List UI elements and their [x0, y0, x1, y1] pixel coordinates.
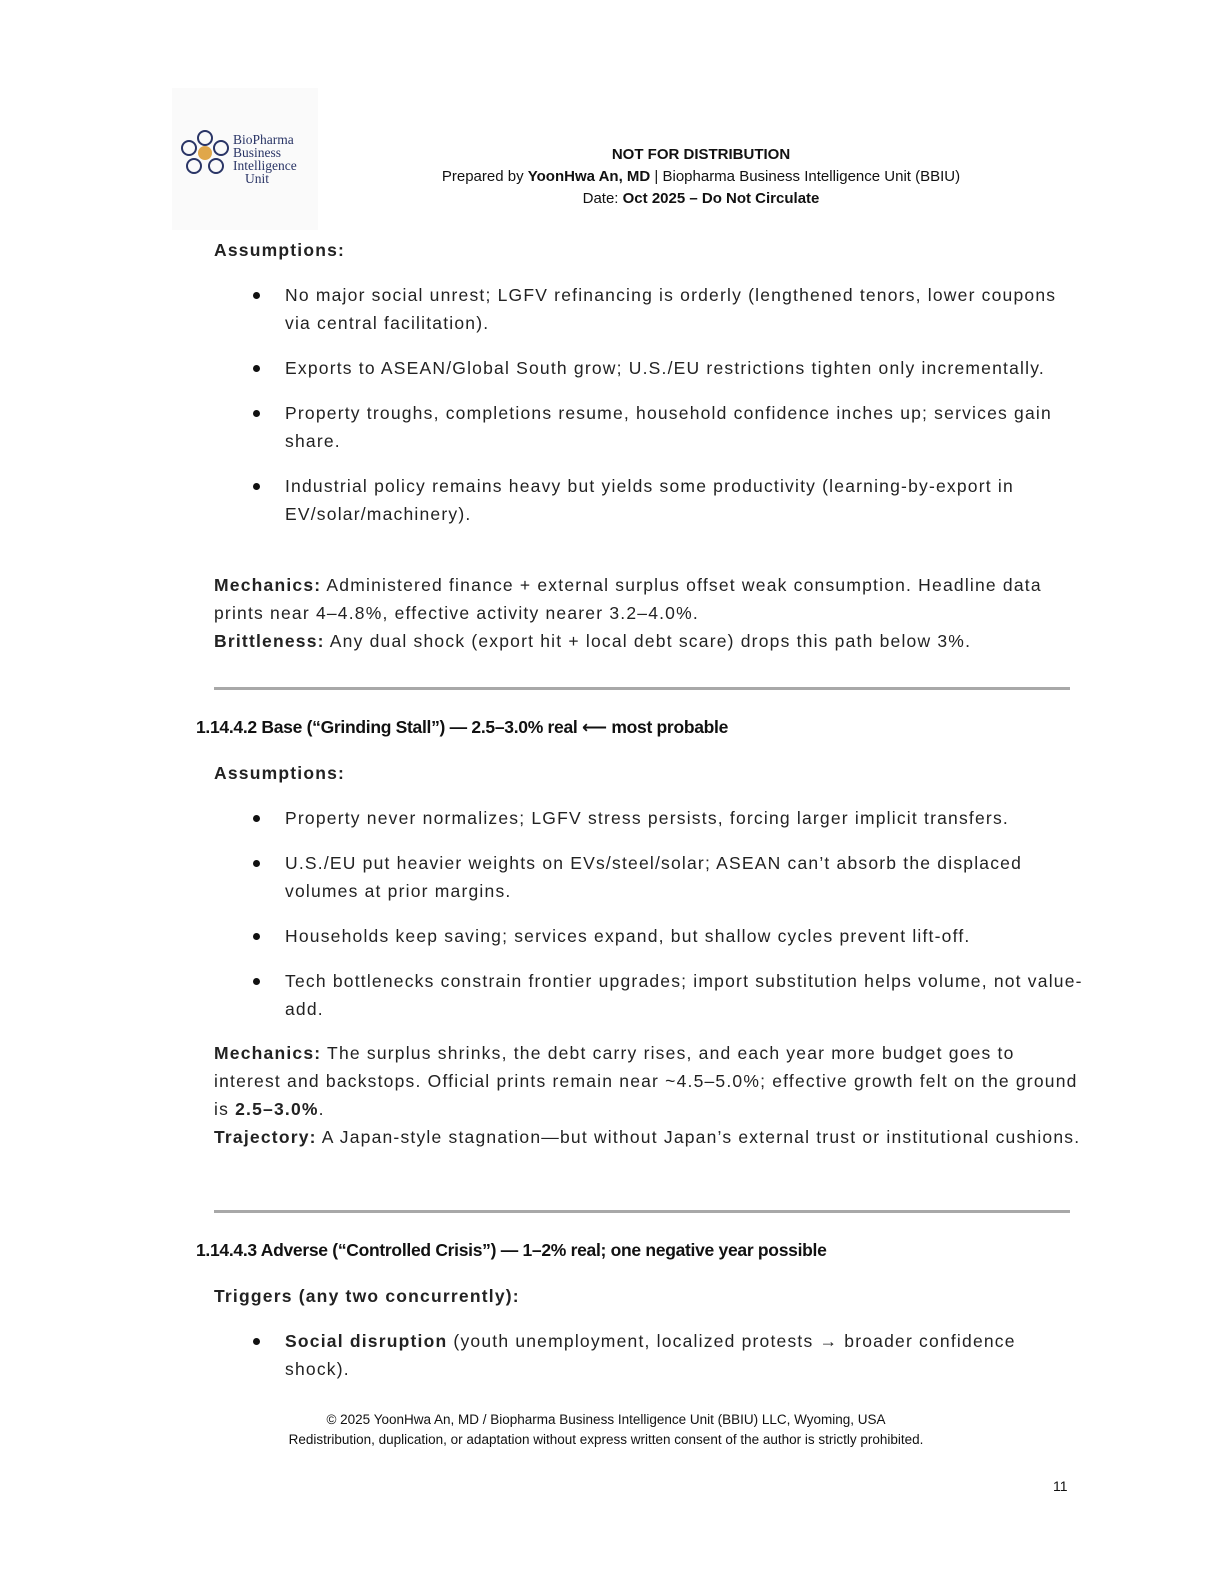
bullet-icon [253, 365, 260, 372]
list-item: Exports to ASEAN/Global South grow; U.S./EU restrictions tighten only incrementally. [248, 354, 1084, 382]
date-line: Date: Oct 2025 – Do Not Circulate [582, 190, 820, 207]
list-item: Households keep saving; services expand, but shallow cycles prevent lift-off. [248, 922, 1084, 950]
list-item: Property troughs, completions resume, household confidence inches up; services gain share. [248, 399, 1084, 455]
distribution-notice: NOT FOR DISTRIBUTION [611, 146, 791, 163]
list-item: U.S./EU put heavier weights on EVs/steel/solar; ASEAN can’t absorb the displaced volumes at prior margins. [248, 849, 1084, 905]
list-item: Social disruption (youth unemployment, localized protests → broader confidence shock). [248, 1327, 1084, 1383]
section-divider [214, 1210, 1070, 1213]
molecule-logo-icon [180, 130, 230, 176]
list-item: Property never normalizes; LGFV stress persists, forcing larger implicit transfers. [248, 804, 1084, 832]
list-item: No major social unrest; LGFV refinancing is orderly (lengthened tenors, lower coupons via central facilitation). [248, 281, 1084, 337]
section-divider [214, 687, 1070, 690]
bullet-icon [253, 483, 260, 490]
date-value: Oct 2025 – Do Not Circulate [622, 190, 820, 207]
triggers-label: Triggers (any two concurrently): [214, 1286, 520, 1306]
copyright-footer: © 2025 YoonHwa An, MD / Biopharma Business Intelligence Unit (BBIU) LLC, Wyoming, USA Redistribution, duplication, or adaptation without express written consent of the author is strictly prohibited. [288, 1412, 924, 1447]
list-item: Tech bottlenecks constrain frontier upgrades; import substitution helps volume, not value-add. [248, 967, 1084, 1023]
author-name: YoonHwa An, MD [527, 168, 651, 185]
bullet-icon [253, 410, 260, 417]
prepared-by-line: Prepared by YoonHwa An, MD | Biopharma Business Intelligence Unit (BBIU) [441, 168, 961, 185]
section-heading-base: 1.14.4.2 Base (“Grinding Stall”) — 2.5–3.0% real ⟵ most probable [196, 717, 729, 737]
logo-wordmark: BioPharma Business Intelligence Unit [233, 132, 297, 186]
bullet-icon [253, 978, 260, 985]
page-number: 11 [1053, 1478, 1068, 1494]
brittleness-paragraph: Brittleness: Any dual shock (export hit + local debt scare) drops this path below 3%. [214, 631, 972, 651]
triggers-list [248, 1327, 1084, 1383]
mechanics-paragraph-2: Mechanics: The surplus shrinks, the debt carry rises, and each year more budget goes to interest and backstops. Official prints remain near ~4.5–5.0%; effective growth felt on the ground is 2.5–3.0%. Trajectory: A Japan-style stagnation—but without Japan’s external trust or institutional cushions. [214, 1039, 1084, 1151]
mechanics-paragraph-1: Mechanics: Administered finance + external surplus offset weak consumption. Headline data prints near 4–4.8%, effective activity nearer 3.2–4.0%. Brittleness: Any dual shock (export hit + local debt scare) drops this path below 3%. [214, 571, 1084, 655]
bullet-icon [253, 933, 260, 940]
assumptions-list-2 [248, 804, 1084, 1023]
document-header [400, 144, 1002, 210]
list-item: Industrial policy remains heavy but yields some productivity (learning-by-export in EV/solar/machinery). [248, 472, 1084, 528]
section-heading-adverse: 1.14.4.3 Adverse (“Controlled Crisis”) — 1–2% real; one negative year possible [196, 1240, 827, 1260]
bullet-icon [253, 860, 260, 867]
bullet-icon [253, 1338, 260, 1345]
assumptions-label-1: Assumptions: [214, 240, 346, 260]
bullet-icon [253, 815, 260, 822]
assumptions-list-1 [248, 281, 1084, 528]
trajectory-paragraph: Trajectory: A Japan-style stagnation—but without Japan’s external trust or institutional cushions. [214, 1127, 1081, 1147]
assumptions-label-2: Assumptions: [214, 763, 346, 783]
bbiu-logo [172, 88, 318, 230]
bullet-icon [253, 292, 260, 299]
